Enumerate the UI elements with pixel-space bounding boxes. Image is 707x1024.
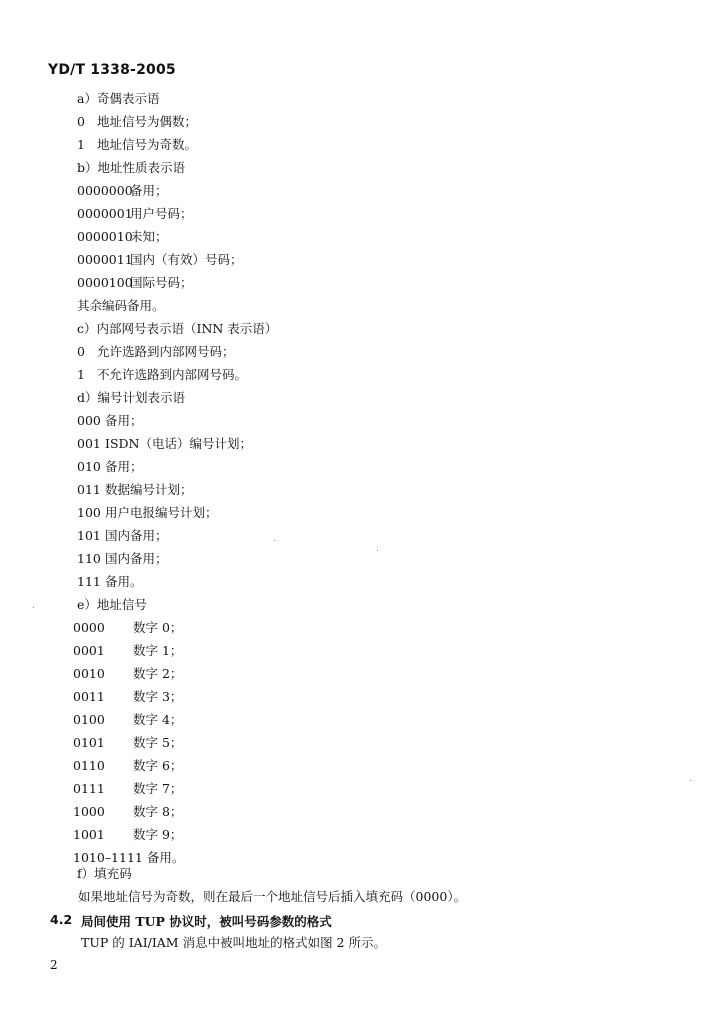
list-item bbox=[73, 689, 182, 705]
item-text: 国内备用； bbox=[105, 528, 168, 543]
list-item bbox=[73, 712, 182, 728]
scan-speck bbox=[690, 780, 691, 781]
list-item bbox=[77, 551, 168, 567]
item-text: 数字 1； bbox=[133, 643, 183, 658]
item-code: 1 bbox=[77, 367, 85, 382]
item-code: 0110 bbox=[73, 758, 105, 773]
scan-speck bbox=[274, 540, 275, 541]
item-text: 数字 8； bbox=[133, 804, 183, 819]
item-code: 0 bbox=[77, 114, 85, 129]
list-item bbox=[77, 183, 168, 199]
heading-c: c）内部网号表示语（INN 表示语） bbox=[77, 321, 278, 336]
item-code: 101 bbox=[77, 528, 101, 543]
list-item bbox=[73, 827, 182, 843]
item-code: 001 bbox=[77, 436, 101, 451]
item-text: 国际号码； bbox=[130, 275, 193, 290]
item-text: 数字 4； bbox=[133, 712, 183, 727]
section-number: 4.2 bbox=[50, 912, 73, 927]
list-item bbox=[77, 367, 247, 383]
item-code: 0111 bbox=[73, 781, 105, 796]
item-code: 1001 bbox=[73, 827, 105, 842]
section-body: TUP 的 IAI/IAM 消息中被叫地址的格式如图 2 所示。 bbox=[81, 935, 386, 950]
paragraph-f: 如果地址信号为奇数，则在最后一个地址信号后插入填充码（0000）。 bbox=[78, 889, 467, 904]
item-text: 数字 9； bbox=[133, 827, 183, 842]
item-code: 0010 bbox=[73, 666, 105, 681]
item-code: 1000 bbox=[73, 804, 105, 819]
item-text: 备用。 bbox=[105, 574, 143, 589]
list-item bbox=[73, 666, 182, 682]
item-text: 数字 2； bbox=[133, 666, 183, 681]
heading-b: b）地址性质表示语 bbox=[77, 160, 186, 175]
list-item bbox=[77, 413, 143, 429]
item-text: 数字 7； bbox=[133, 781, 183, 796]
list-item bbox=[73, 643, 182, 659]
list-item bbox=[77, 505, 218, 521]
item-code: 000 bbox=[77, 413, 101, 428]
list-item bbox=[77, 528, 168, 544]
item-code: 1 bbox=[77, 137, 85, 152]
list-item bbox=[73, 758, 182, 774]
heading-e: e）地址信号 bbox=[77, 597, 147, 612]
item-text: 备用； bbox=[105, 459, 143, 474]
item-text: 数据编号计划； bbox=[105, 482, 193, 497]
item-code: 0000011 bbox=[77, 252, 133, 267]
list-item bbox=[77, 275, 193, 291]
list-item bbox=[77, 574, 143, 590]
item-code: 0100 bbox=[73, 712, 105, 727]
heading-d: d）编号计划表示语 bbox=[77, 390, 186, 405]
list-item bbox=[77, 344, 235, 360]
list-item bbox=[73, 620, 182, 636]
note-b: 其余编码备用。 bbox=[77, 298, 165, 313]
item-code: 110 bbox=[77, 551, 101, 566]
item-code: 0000001 bbox=[77, 206, 133, 221]
item-code: 111 bbox=[77, 574, 101, 589]
item-text: 用户号码； bbox=[130, 206, 193, 221]
range-note-e: 1010–1111 备用。 bbox=[73, 850, 185, 865]
item-text: 数字 0； bbox=[133, 620, 183, 635]
scan-speck bbox=[33, 607, 34, 608]
item-text: 不允许选路到内部网号码。 bbox=[97, 367, 248, 382]
item-text: 数字 3； bbox=[133, 689, 183, 704]
heading-a: a）奇偶表示语 bbox=[77, 91, 160, 106]
item-text: 允许选路到内部网号码； bbox=[97, 344, 235, 359]
item-text: 国内备用； bbox=[105, 551, 168, 566]
item-code: 0001 bbox=[73, 643, 105, 658]
list-item bbox=[73, 781, 182, 797]
list-item bbox=[77, 252, 243, 268]
list-item bbox=[77, 482, 193, 498]
heading-f: f）填充码 bbox=[77, 866, 132, 881]
item-text: 数字 6； bbox=[133, 758, 183, 773]
item-code: 100 bbox=[77, 505, 101, 520]
item-code: 0000000 bbox=[77, 183, 133, 198]
item-text: 地址信号为偶数； bbox=[97, 114, 198, 129]
item-text: 数字 5； bbox=[133, 735, 183, 750]
list-item bbox=[73, 804, 182, 820]
item-code: 0000 bbox=[73, 620, 105, 635]
item-text: 备用； bbox=[130, 183, 168, 198]
item-text: 国内（有效）号码； bbox=[130, 252, 243, 267]
item-text: 未知； bbox=[130, 229, 168, 244]
list-item bbox=[73, 735, 182, 751]
item-text: 用户电报编号计划； bbox=[105, 505, 218, 520]
item-code: 0101 bbox=[73, 735, 105, 750]
item-text: ISDN（电话）编号计划； bbox=[105, 436, 252, 451]
item-code: 0011 bbox=[73, 689, 105, 704]
item-code: 010 bbox=[77, 459, 101, 474]
item-text: 地址信号为奇数。 bbox=[97, 137, 198, 152]
list-item bbox=[77, 137, 197, 153]
page-number: 2 bbox=[50, 958, 58, 972]
list-item bbox=[77, 459, 143, 475]
item-code: 0 bbox=[77, 344, 85, 359]
list-item bbox=[77, 436, 252, 452]
scan-speck bbox=[377, 550, 378, 551]
item-code: 0000100 bbox=[77, 275, 133, 290]
item-text: 备用； bbox=[105, 413, 143, 428]
standard-header: YD/T 1338-2005 bbox=[48, 62, 176, 78]
list-item bbox=[77, 114, 197, 130]
item-code: 0000010 bbox=[77, 229, 133, 244]
section-title: 局间使用 TUP 协议时，被叫号码参数的格式 bbox=[81, 914, 332, 929]
item-code: 011 bbox=[77, 482, 101, 497]
list-item bbox=[77, 229, 168, 245]
list-item bbox=[77, 206, 193, 222]
